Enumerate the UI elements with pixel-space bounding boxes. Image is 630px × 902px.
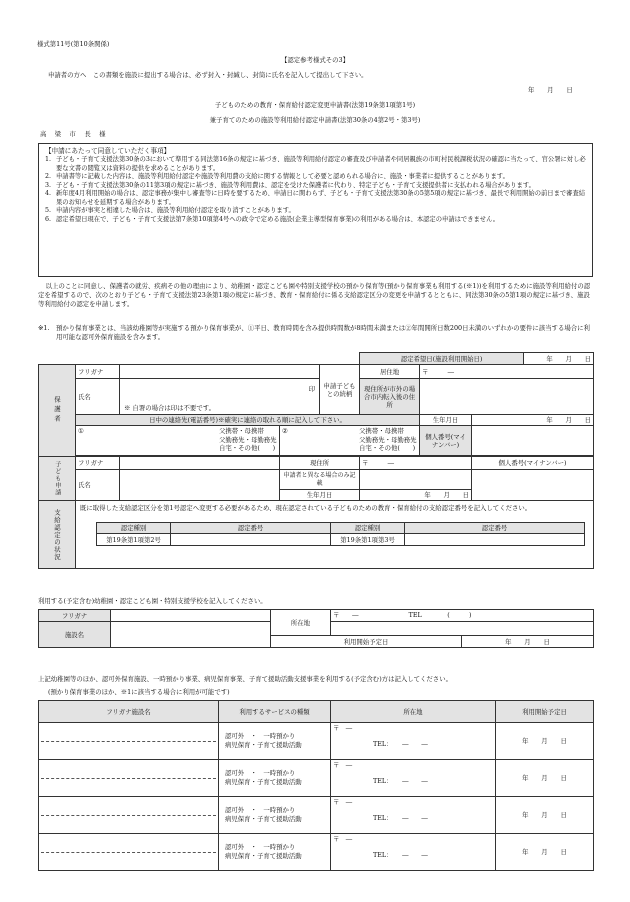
cert-type-header: 認定種別 bbox=[97, 523, 171, 534]
cert-type-3: 第19条第1項第3号 bbox=[331, 534, 405, 546]
child-address-note: 申請者と異なる場合のみ記載 bbox=[280, 470, 360, 490]
service-type-options[interactable]: 認可外 ・ 一時預かり 病児保育・子育て援助活動 bbox=[219, 760, 331, 797]
contact-2-field[interactable]: ② 父携帯・母携帯 父勤務先・母勤務先 自宅・その他( ) bbox=[280, 426, 420, 456]
desired-date-field[interactable]: 年 月 日 bbox=[524, 353, 594, 365]
form-number: 様式第11号(第10条関係) bbox=[37, 40, 110, 48]
contact-1-field[interactable]: ① 父携帯・母携帯 父勤務先・母勤務先 自宅・その他( ) bbox=[76, 426, 280, 456]
child-name-label: 氏名 bbox=[76, 470, 120, 501]
residence-label: 居住地 bbox=[360, 365, 420, 379]
contact-2-options[interactable]: 父携帯・母携帯 父勤務先・母勤務先 自宅・その他( ) bbox=[359, 427, 417, 453]
consent-item: 3. 子ども・子育て支援法第30条の11第3項の規定に基づき、施設等利用費は、認定を受けた保護者に代わり、特定子ども・子育て支援提供者に支払われる場合があります。 bbox=[45, 181, 535, 189]
guardian-furigana-label: フリガナ bbox=[76, 365, 120, 379]
other-services-sub: (預かり保育事業のほか、※1に該当する場合に利用が可能です) bbox=[48, 688, 230, 696]
col-service-type: 利用するサービスの種類 bbox=[219, 701, 331, 723]
child-birthdate-field[interactable]: 年 月 日 bbox=[360, 490, 472, 501]
seal-mark: 印 bbox=[308, 385, 315, 393]
addressee: 高 梁 市 長 様 bbox=[40, 130, 107, 138]
col-location: 所在地 bbox=[331, 701, 496, 723]
desired-date-label: 認定希望日(施設利用開始日) bbox=[360, 353, 524, 365]
other-services-table bbox=[38, 700, 594, 871]
child-section-label: 子ども申請 bbox=[39, 457, 76, 501]
guardian-personal-no-field[interactable] bbox=[472, 426, 594, 456]
footnote-1: ※1. 預かり保育事業とは、当該幼稚園等が実施する預かり保育事業が、①平日、教育時間を含み提供時間数が8時間未満または②年間開所日数200日未満のいずれかの要件に該当する場合に利用可能な認可外保育施設を含みます。 bbox=[38, 324, 590, 342]
child-address-field[interactable]: 〒 ― bbox=[360, 457, 472, 470]
submission-date: 年 月 日 bbox=[528, 86, 573, 94]
cert-type-header: 認定種別 bbox=[331, 523, 405, 534]
service-facility-field[interactable] bbox=[39, 723, 219, 760]
kindergarten-location-field-2[interactable] bbox=[331, 622, 594, 636]
service-start-field[interactable]: 年 月 日 bbox=[496, 834, 594, 871]
consent-item: 2. 申請書等に記載した内容は、施設等利用給付認定や施設等利用費の支給に関する情報として必要と認められる場合に、施設・事業者に提供することがあります。 bbox=[45, 173, 509, 181]
service-row bbox=[39, 834, 594, 871]
service-type-options[interactable]: 認可外 ・ 一時預かり 病児保育・子育て援助活動 bbox=[219, 797, 331, 834]
guardian-furigana-field[interactable] bbox=[120, 365, 320, 379]
form-title-1: 子どものための教育・保育給付認定変更申請書(法第19条第1項第1号) bbox=[214, 101, 416, 109]
child-name-field[interactable] bbox=[120, 470, 280, 501]
service-location-field[interactable]: 〒 ― TEL： ― ― bbox=[331, 760, 496, 797]
kindergarten-name-field[interactable] bbox=[111, 622, 271, 648]
col-facility-name: フリガナ施設名 bbox=[39, 701, 219, 723]
kindergarten-intro: 利用する(予定含む)幼稚園・認定こども園・特別支援学校を記入してください。 bbox=[38, 597, 267, 605]
consent-notice bbox=[38, 143, 593, 277]
contact-1-options[interactable]: 父携帯・母携帯 父勤務先・母勤務先 自宅・その他( ) bbox=[219, 427, 277, 453]
cert-no-field-1[interactable] bbox=[171, 534, 331, 546]
service-row bbox=[39, 760, 594, 797]
instruction-text: 申請者の方へ この書類を施設に提出する場合は、必ず封入・封緘し、封筒に氏名を記入して提出して下さい。 bbox=[48, 71, 368, 79]
child-furigana-field[interactable] bbox=[120, 457, 280, 470]
consent-item: 4. 新年度4月利用開始の場合は、認定事務が集中し審査等に日時を要するため、申請日に関わらず、子ども・子育て支援法第30条の5第5項の規定に基づき、最長で利用開始の前日まで審査結果のお知らせを延期する場合があります。 bbox=[45, 190, 586, 206]
application-form-table bbox=[38, 352, 594, 569]
kindergarten-location-field[interactable]: 〒 ― TEL ( ) bbox=[331, 610, 594, 622]
child-personal-no-field[interactable] bbox=[472, 470, 594, 501]
child-personal-no-label: 個人番号(マイナンバー) bbox=[472, 457, 594, 470]
child-address-field-2[interactable] bbox=[360, 470, 472, 490]
outside-address-label: 現住所が市外の場合市内転入後の住所 bbox=[360, 379, 420, 415]
kindergarten-name-label: 施設名 bbox=[39, 622, 111, 648]
service-start-field[interactable]: 年 月 日 bbox=[496, 723, 594, 760]
service-facility-field[interactable] bbox=[39, 834, 219, 871]
daytime-contact-note: 日中の連絡先(電話番号)※確実に連絡の取れる順に記入して下さい。 bbox=[76, 415, 420, 426]
kindergarten-location-label: 所在地 bbox=[271, 610, 331, 636]
kindergarten-table bbox=[38, 609, 594, 648]
service-facility-field[interactable] bbox=[39, 797, 219, 834]
cert-no-header: 認定番号 bbox=[405, 523, 585, 534]
guardian-name-field[interactable] bbox=[120, 379, 320, 415]
residence-field[interactable]: 〒 ― bbox=[420, 365, 594, 379]
cert-no-header: 認定番号 bbox=[171, 523, 331, 534]
service-location-field[interactable]: 〒 ― TEL： ― ― bbox=[331, 797, 496, 834]
application-statement: 以上のことに同意し、保護者の就労、疾病その他の理由により、幼稚園・認定こども園や特別支援学校の預かり保育等(預かり保育事業も利用する(※1))を利用するために施設等利用給付の認定を希望するので、次のとおり子ども・子育て支援法第23条第1項の規定に基づき、教育・保育給付に係る支給認定区分の変更を申請するとともに、同法第30条の5第1項の規定に基づき、施設等利用給付の認定を申請します。 bbox=[38, 282, 591, 309]
consent-list bbox=[45, 156, 586, 224]
service-type-options[interactable]: 認可外 ・ 一時預かり 病児保育・子育て援助活動 bbox=[219, 723, 331, 760]
service-row bbox=[39, 797, 594, 834]
guardian-birthdate-label: 生年月日 bbox=[420, 415, 472, 426]
consent-item: 6. 認定希望日現在で、子ども・子育て支援法第7条第10項第4号への政令で定める施設(企業主導型保育事業)の利用がある場合は、本認定の申請はできません。 bbox=[45, 215, 500, 223]
child-birthdate-label: 生年月日 bbox=[280, 490, 360, 501]
kindergarten-start-label: 利用開始予定日 bbox=[271, 636, 462, 648]
service-location-field[interactable]: 〒 ― TEL： ― ― bbox=[331, 723, 496, 760]
kindergarten-start-field[interactable]: 年 月 日 bbox=[462, 636, 594, 648]
consent-heading: 【申請にあたって同意していただく事項】 bbox=[45, 147, 171, 155]
cert-status-text: 既に取得した支給認定区分を第1号認定へ変更する必要があるため、現在認定されている子どものための教育・保育給付の支給認定番号を記入してください。 bbox=[80, 504, 532, 512]
guardian-section-label: 保護者 bbox=[39, 365, 76, 457]
cert-status-label: 支給認定の状況 bbox=[39, 501, 76, 569]
service-type-options[interactable]: 認可外 ・ 一時預かり 病児保育・子育て援助活動 bbox=[219, 834, 331, 871]
cert-status-cell bbox=[76, 501, 594, 569]
service-facility-field[interactable] bbox=[39, 760, 219, 797]
guardian-birthdate-field[interactable]: 年 月 日 bbox=[472, 415, 594, 426]
relationship-label: 申請子どもとの続柄 bbox=[320, 365, 360, 415]
child-address-label: 現住所 bbox=[280, 457, 360, 470]
service-row bbox=[39, 723, 594, 760]
seal-note: ※ 自署の場合は印は不要です。 bbox=[124, 404, 215, 412]
reference-title: 【認定参考様式その3】 bbox=[281, 56, 349, 64]
service-start-field[interactable]: 年 月 日 bbox=[496, 760, 594, 797]
form-title-2: 兼子育てのための施設等利用給付認定申請書(法第30条の4第2号・第3号) bbox=[209, 116, 421, 124]
consent-item: 1. 子ども・子育て支援法第30条の3において準用する同法第16条の規定に基づき、施設等利用給付認定の審査及び申請者や同居親族の市町村民税課税状況の確認に当たって、官公署に対し必要な文書の閲覧又は資料の提供を求めることがあります。 bbox=[45, 156, 586, 172]
guardian-name-label: 氏名 bbox=[76, 379, 120, 415]
col-start-date: 利用開始予定日 bbox=[496, 701, 594, 723]
guardian-personal-no-label: 個人番号(マイナンバー) bbox=[420, 426, 472, 456]
cert-type-2: 第19条第1項第2号 bbox=[97, 534, 171, 546]
service-start-field[interactable]: 年 月 日 bbox=[496, 797, 594, 834]
kindergarten-furigana-label: フリガナ bbox=[39, 610, 111, 622]
child-furigana-label: フリガナ bbox=[76, 457, 120, 470]
cert-no-field-2[interactable] bbox=[405, 534, 585, 546]
outside-address-field[interactable] bbox=[420, 379, 594, 415]
cert-number-table bbox=[96, 522, 585, 546]
other-services-intro: 上記幼稚園等のほか、認可外保育施設、一時預かり事業、病児保育事業、子育て援助活動支援事業を利用する(予定含む)方は記入してください。 bbox=[38, 675, 452, 683]
consent-item: 5. 申請内容が事実と相違した場合は、施設等利用給付認定を取り消すことがあります。 bbox=[45, 207, 295, 215]
kindergarten-furigana-field[interactable] bbox=[111, 610, 271, 622]
service-location-field[interactable]: 〒 ― TEL： ― ― bbox=[331, 834, 496, 871]
